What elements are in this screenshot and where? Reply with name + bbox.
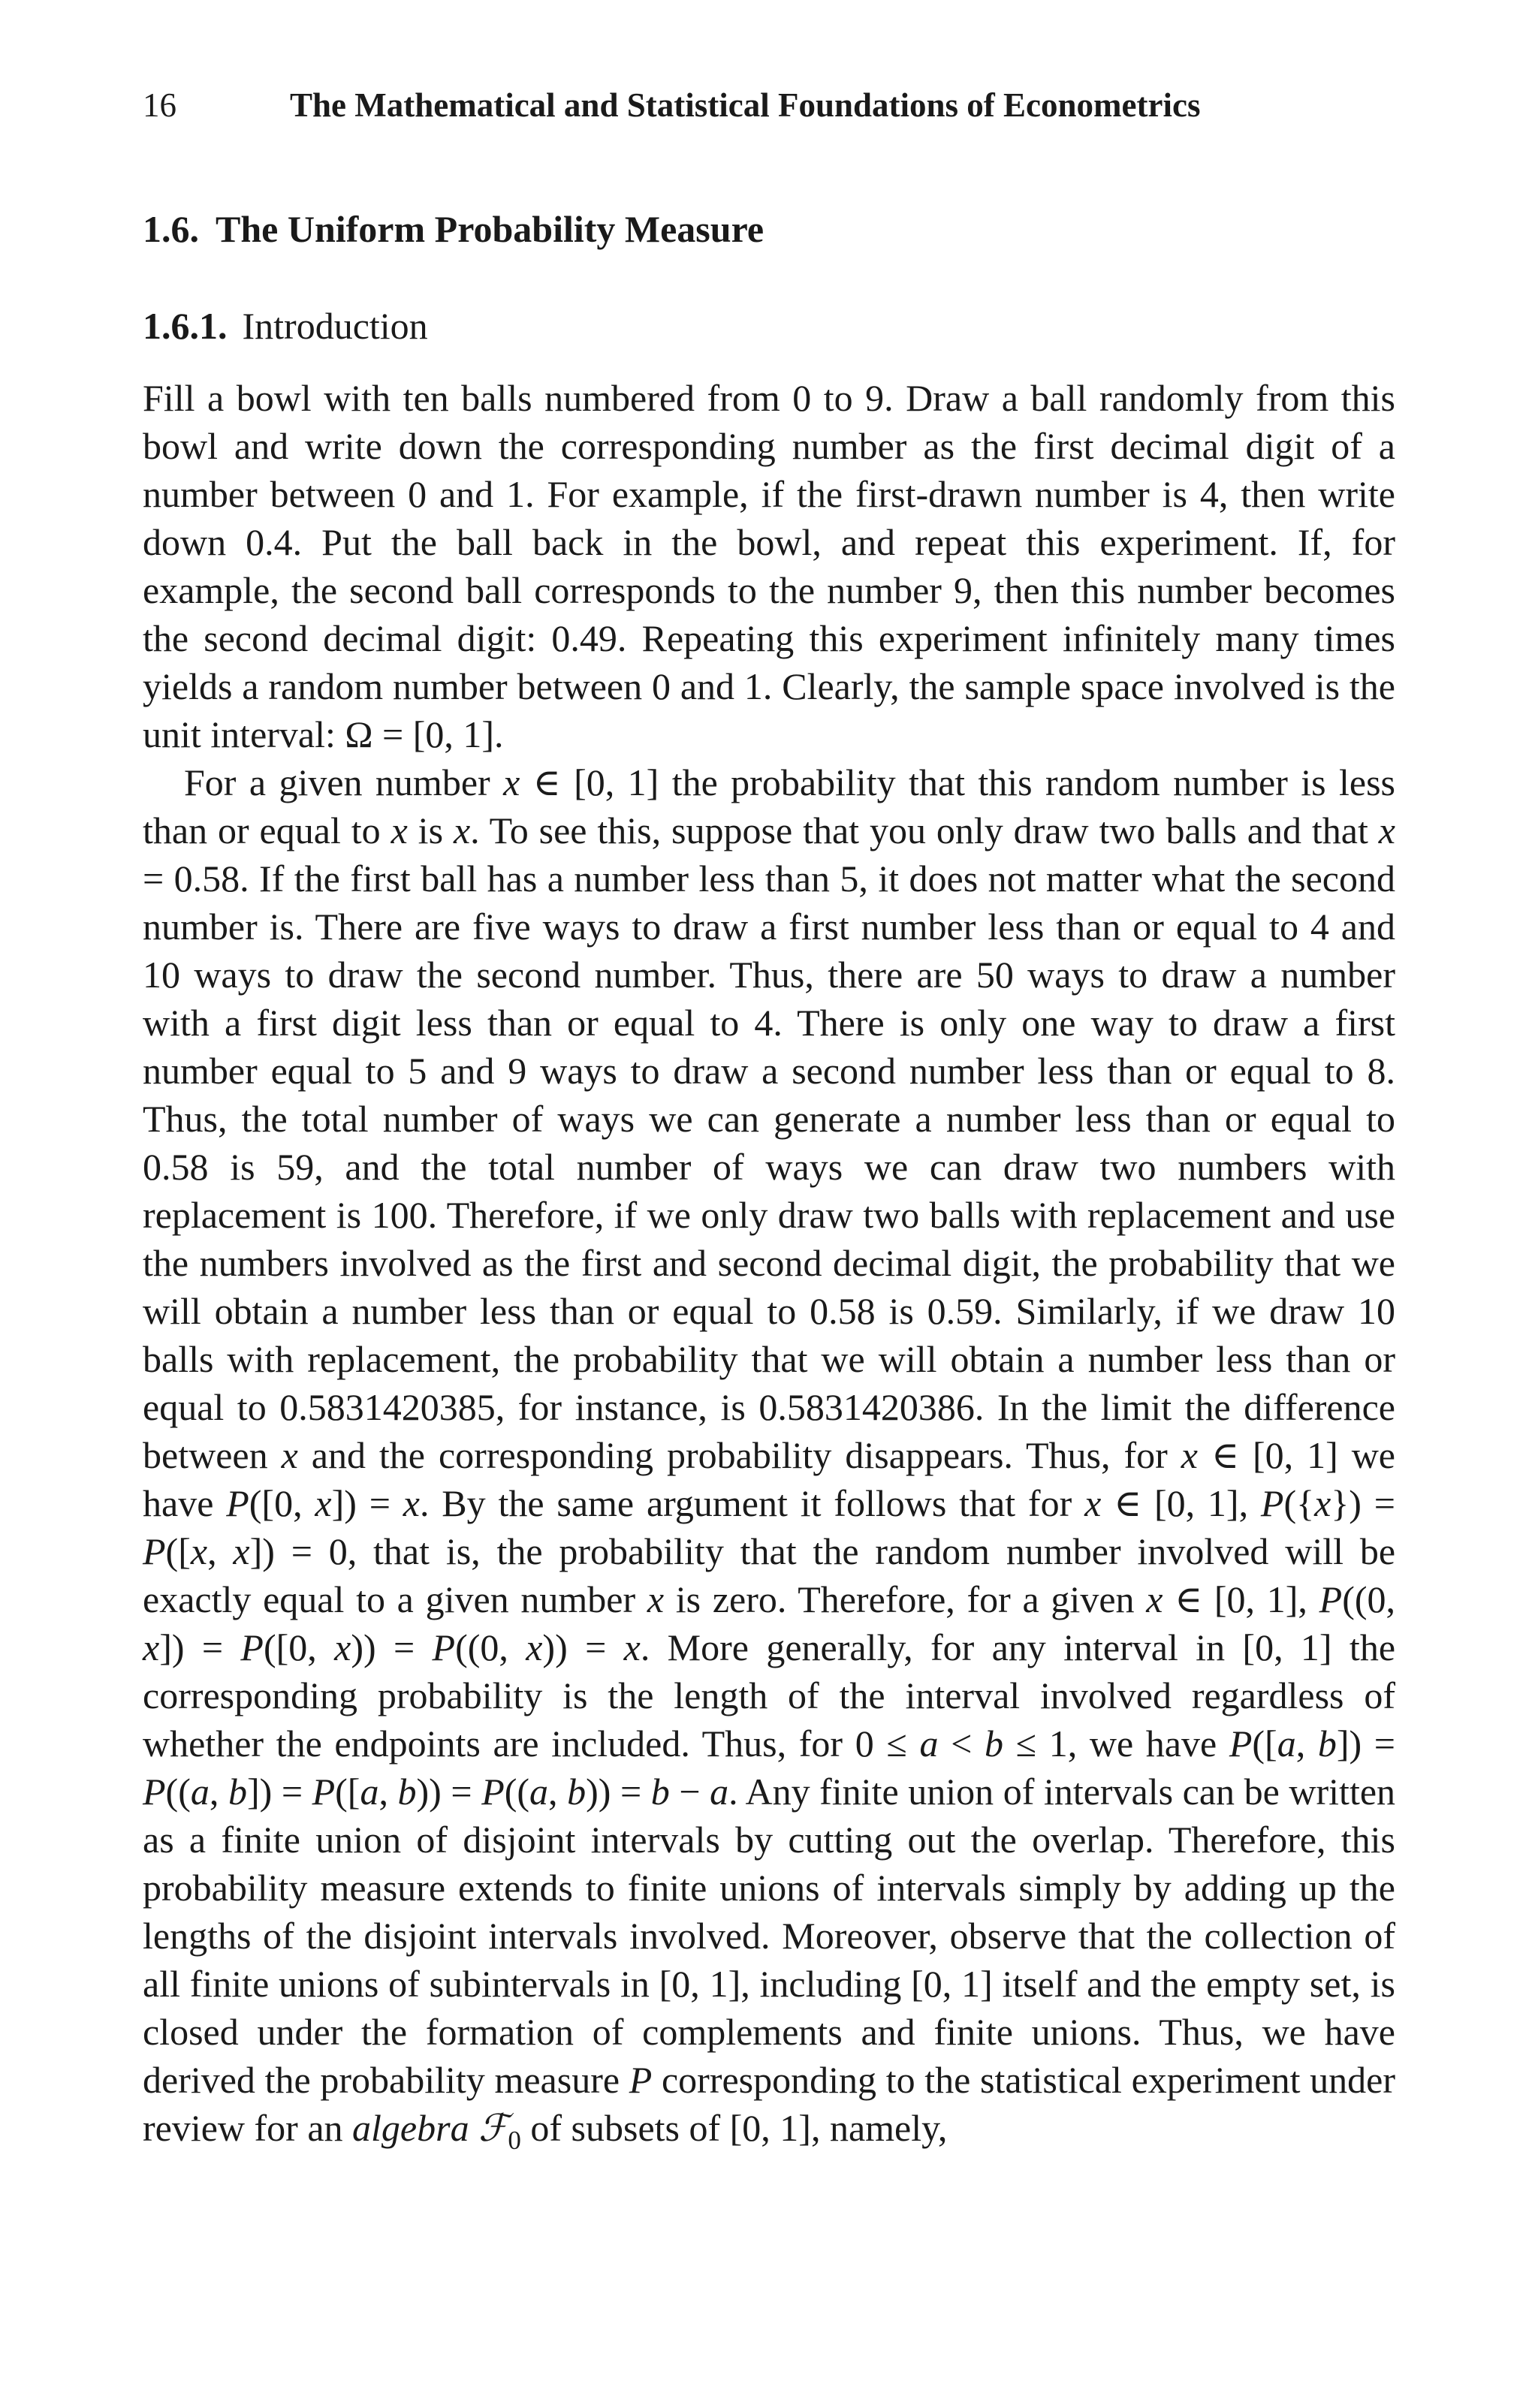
subsection-number: 1.6.1. (143, 305, 228, 347)
section-number: 1.6. (143, 208, 199, 250)
running-head (143, 83, 1395, 128)
page-number: 16 (143, 86, 176, 124)
book-page (143, 83, 1396, 2155)
body-text (143, 374, 1396, 2155)
paragraph-derivation: For a given number x ∈ [0, 1] the probability that this random number is less than or equal to x is x. To see this, suppose that you only draw two balls and that x = 0.58. If the first ball has a number less than 5, it does not matter what the second number is. There are five ways to draw a first number less than or equal to 4 and 10 ways to draw the second number. Thus, there are 50 ways to draw a number with a first digit less than or equal to 4. There is only one way to draw a first number equal to 5 and 9 ways to draw a second number less than or equal to 8. Thus, the total number of ways we can generate a number less than or equal to 0.58 is 59, and the total number of ways we can draw two numbers with replacement is 100. Therefore, if we only draw two balls with replacement and use the numbers involved as the first and second decimal digit, the probability that we will obtain a number less than or equal to 0.58 is 0.59. Similarly, if we draw 10 balls with replacement, the probability that we will obtain a number less than or equal to 0.5831420385, for instance, is 0.5831420386. In the limit the difference between x and the corresponding probability disappears. Thus, for x ∈ [0, 1] we have P([0, x]) = x. By the same argument it follows that for x ∈ [0, 1], P({x}) = P([x, x]) = 0, that is, the probability that the random number involved will be exactly equal to a given number x is zero. Therefore, for a given x ∈ [0, 1], P((0, x]) = P([0, x)) = P((0, x)) = x. More generally, for any interval in [0, 1] the corresponding probability is the length of the interval involved regardless of whether the endpoints are included. Thus, for 0 ≤ a < b ≤ 1, we have P([a, b]) = P((a, b]) = P([a, b)) = P((a, b)) = b − a. Any finite union of intervals can be written as a finite union of disjoint intervals by cutting out the overlap. Therefore, this probability measure extends to finite unions of intervals simply by adding up the lengths of the disjoint intervals involved. Moreover, observe that the collection of all finite unions of subintervals in [0, 1], including [0, 1] itself and the empty set, is closed under the formation of complements and finite unions. Thus, we have derived the probability measure P corresponding to the statistical experiment under review for an algebra ℱ$_0$ of subsets of [0, 1], namely, (143, 761, 1396, 2155)
subsection-title: Introduction (242, 305, 428, 347)
section-heading (143, 205, 1395, 253)
section-title: The Uniform Probability Measure (216, 208, 764, 250)
book-title: The Mathematical and Statistical Foundations of Econometrics (290, 86, 1201, 124)
subsection-heading (143, 302, 1395, 350)
paragraph-intro: Fill a bowl with ten balls numbered from 0 to 9. Draw a ball randomly from this bowl and write down the corresponding number as the first decimal digit of a number between 0 and 1. For example, if the first-drawn number is 4, then write down 0.4. Put the ball back in the bowl, and repeat this experiment. If, for example, the second ball corresponds to the number 9, then this number becomes the second decimal digit: 0.49. Repeating this experiment infinitely many times yields a random number between 0 and 1. Clearly, the sample space involved is the unit interval: Ω = [0, 1]. (143, 377, 1395, 755)
